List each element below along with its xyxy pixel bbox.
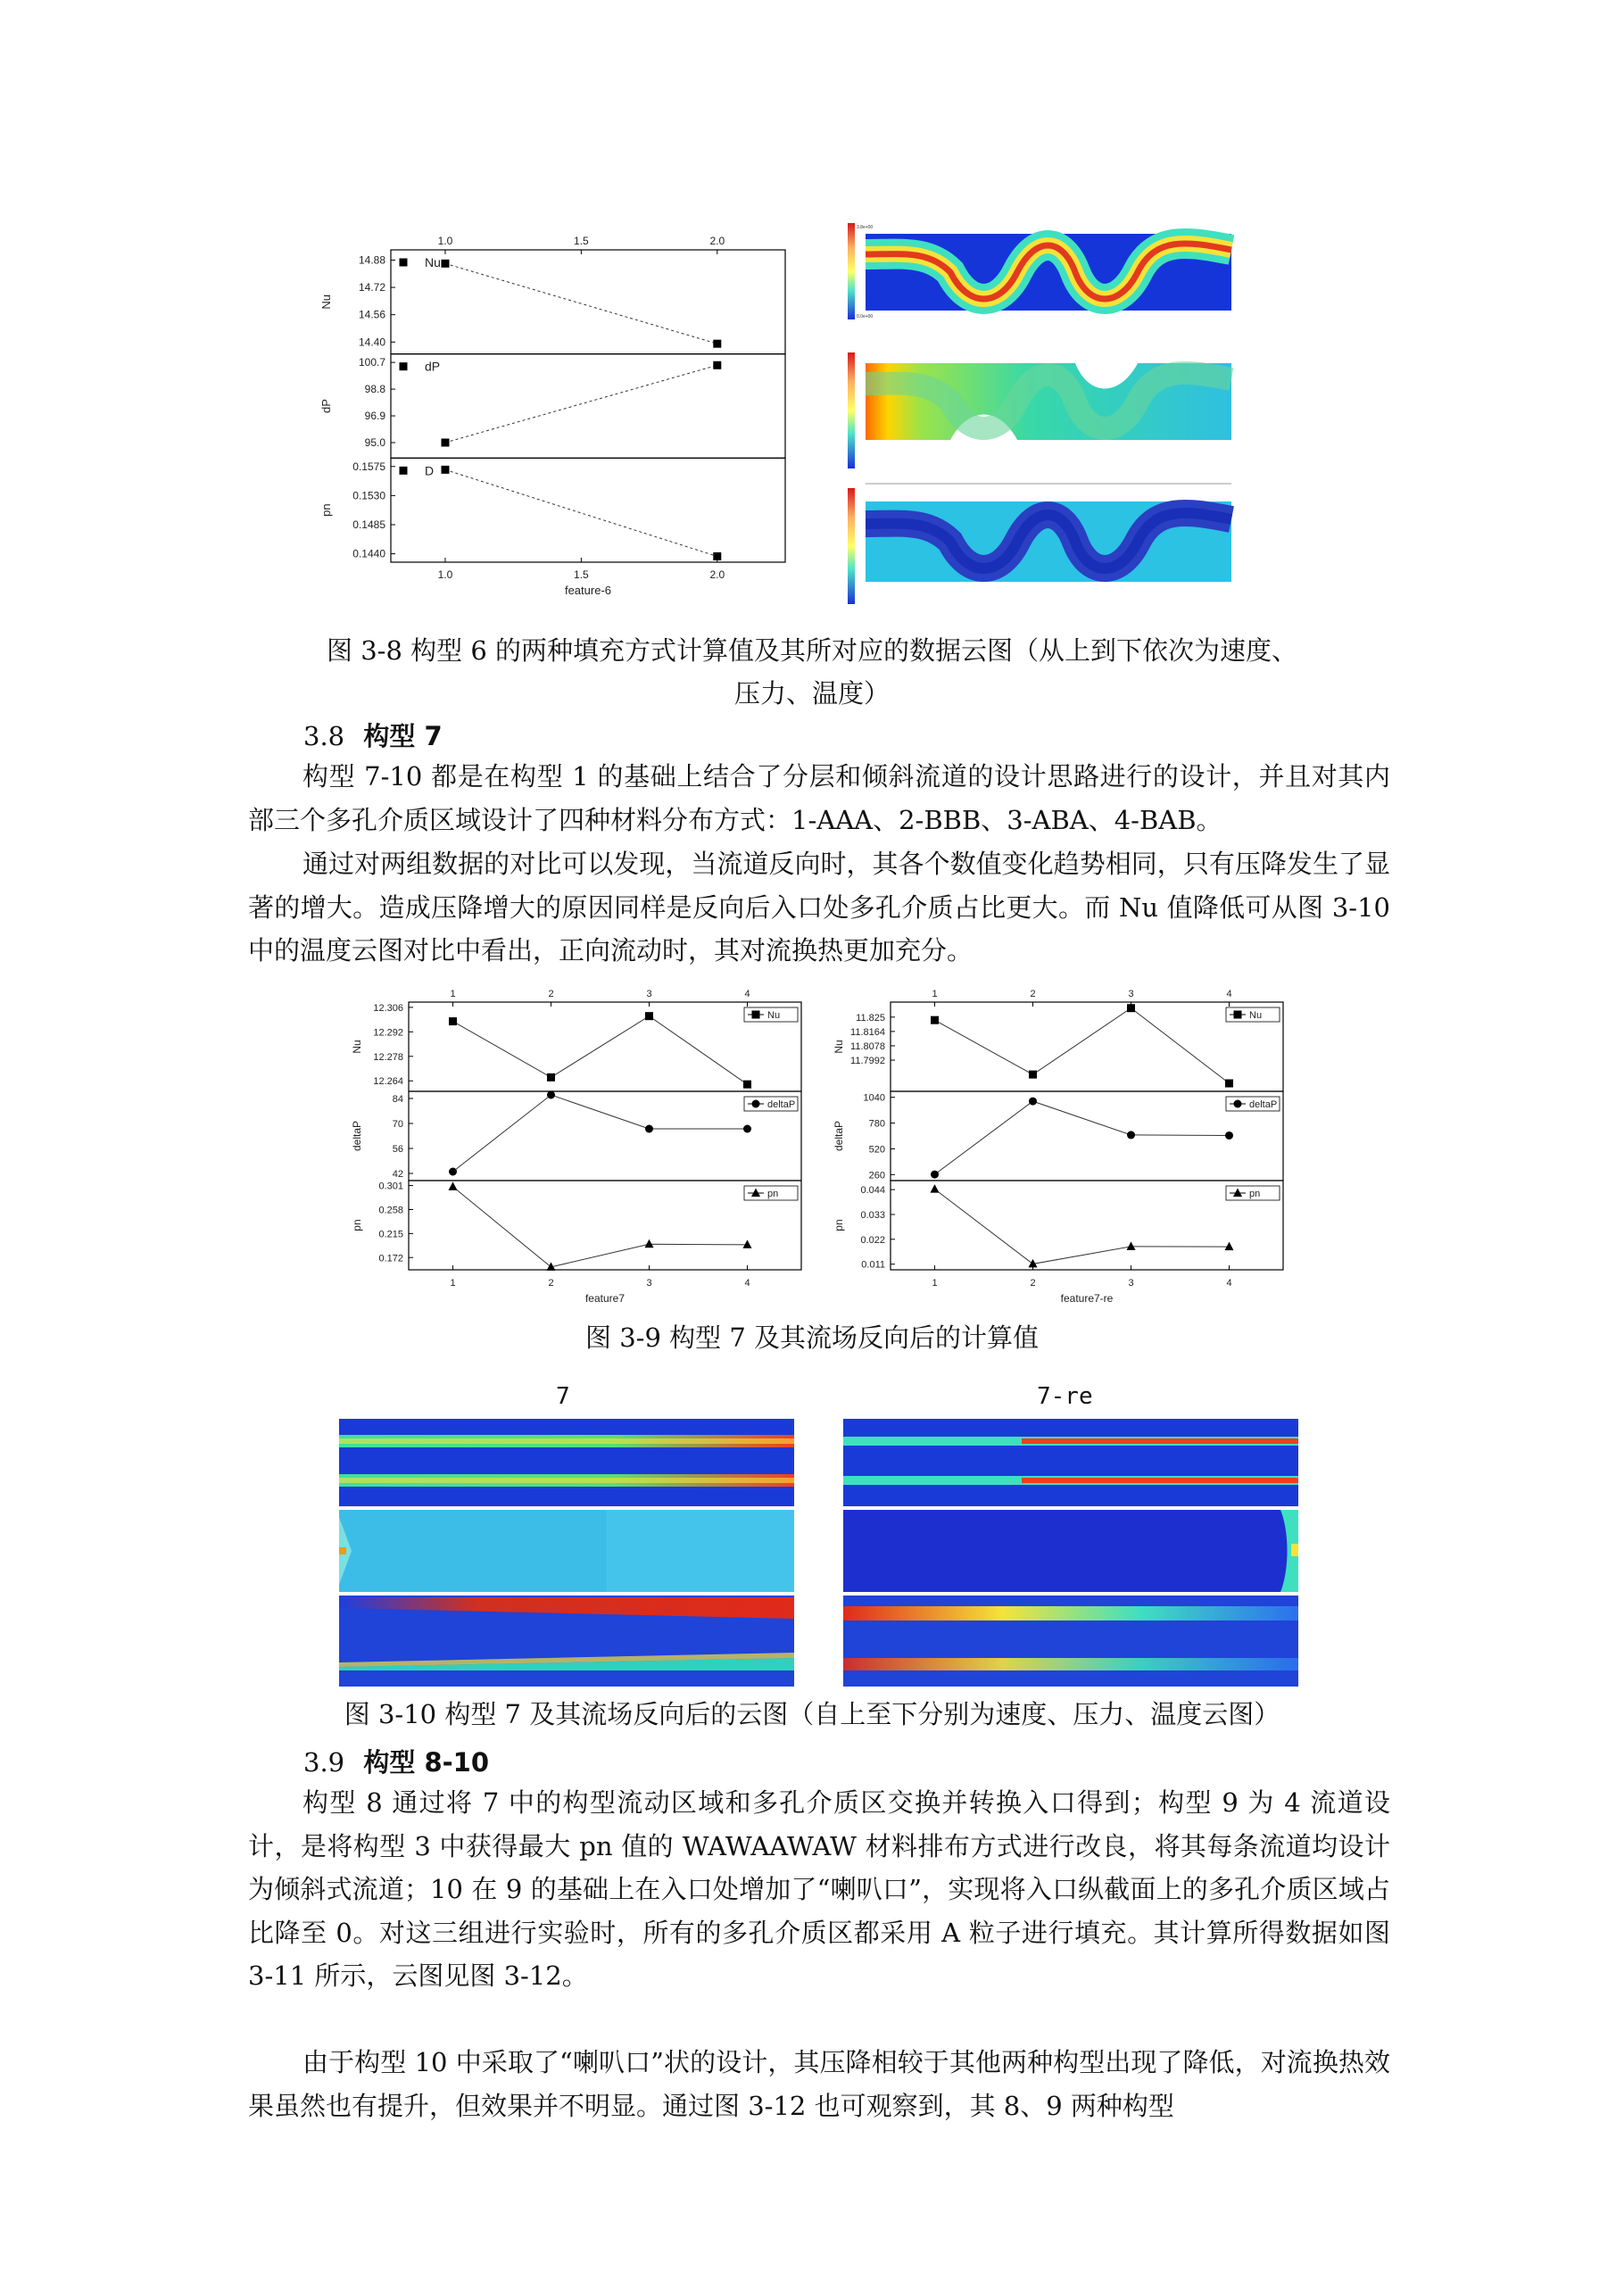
- y-tick-label: 0.172: [378, 1253, 403, 1264]
- y-tick-label: 14.56: [358, 308, 385, 321]
- chart-feature-6: [303, 223, 803, 616]
- section-3-9-paragraph-2: 由于构型 10 中采取了“喇叭口”状的设计，其压降相较于其他两种构型出现了降低，对流换热效果虽然也有提升，但效果并不明显。通过图 3-12 也可观察到，其 8、9 两种构型: [248, 2047, 1390, 2121]
- y-tick-label: 84: [392, 1094, 403, 1105]
- y-tick-label: 11.7992: [850, 1056, 885, 1067]
- series-line-D: [445, 469, 717, 556]
- x-axis-label: feature7: [584, 1292, 626, 1305]
- legend-pn: [744, 1186, 798, 1200]
- chart-feature7: [348, 984, 812, 1314]
- y-tick-label: 0.033: [860, 1209, 885, 1221]
- x-tick-label-top: 1: [932, 989, 938, 999]
- legend-label: deltaP: [767, 1099, 796, 1110]
- data-point: [1127, 1131, 1135, 1139]
- series-line-pn: [935, 1189, 1230, 1264]
- series-line-Nu: [453, 1016, 748, 1084]
- legend-marker: [400, 259, 408, 267]
- y-axis-label: deltaP: [351, 1120, 363, 1152]
- data-point: [743, 1125, 751, 1133]
- legend-pn: [1226, 1186, 1280, 1200]
- data-point: [931, 1016, 939, 1024]
- legend-marker: [400, 362, 408, 370]
- legend-Nu: [744, 1007, 798, 1022]
- y-axis-label: pn: [351, 1219, 363, 1231]
- legend-label: deltaP: [1249, 1099, 1278, 1110]
- y-tick-label: 56: [392, 1144, 403, 1155]
- data-point: [931, 1171, 939, 1179]
- velocity-contour: [848, 223, 1231, 319]
- y-tick-label: 780: [868, 1118, 885, 1130]
- x-tick-label: 1.5: [574, 568, 589, 581]
- y-axis-label: Nu: [319, 294, 333, 310]
- legend-marker: [400, 467, 408, 475]
- data-point: [1225, 1080, 1233, 1088]
- data-point: [1127, 1241, 1136, 1250]
- y-tick-label: 11.8078: [850, 1040, 885, 1052]
- panel-frame: [409, 1091, 801, 1181]
- y-tick-label: 11.8164: [850, 1026, 885, 1038]
- panel-frame: [409, 1002, 801, 1091]
- panel-frame: [409, 1181, 801, 1270]
- section-3-9-heading: [303, 1745, 489, 1780]
- panel-frame: [891, 1181, 1283, 1270]
- x-tick-label-top: 1.5: [574, 235, 589, 247]
- panel-dP: [319, 354, 785, 459]
- data-point: [743, 1081, 751, 1089]
- legend-label: Nu: [425, 255, 441, 269]
- x-tick-label: 3: [1128, 1278, 1134, 1289]
- panel-frame: [391, 458, 785, 562]
- x-tick-label-top: 1.0: [437, 235, 453, 247]
- panel-Nu: [319, 250, 785, 354]
- legend-dP: [400, 360, 441, 374]
- data-point: [931, 1184, 940, 1193]
- y-axis-label: dP: [319, 399, 333, 413]
- section-title: 构型 8-10: [363, 1747, 490, 1778]
- x-tick-label-top: 3: [1128, 989, 1134, 999]
- legend-marker: [1234, 1011, 1242, 1019]
- data-point: [645, 1012, 653, 1020]
- data-point: [547, 1091, 555, 1099]
- config7-re-velocity: [843, 1419, 1298, 1506]
- figure-3-10-label-right: 7-re: [1037, 1383, 1093, 1410]
- figure-3-9: [348, 984, 1294, 1314]
- y-tick-label: 12.292: [373, 1027, 403, 1039]
- legend-label: Nu: [1249, 1010, 1263, 1021]
- panel-frame: [891, 1002, 1283, 1091]
- y-axis-label: pn: [833, 1219, 845, 1231]
- y-tick-label: 0.1575: [352, 460, 385, 473]
- x-tick-label: 4: [1226, 1278, 1232, 1289]
- legend-label: Nu: [767, 1010, 781, 1021]
- x-tick-label: 4: [744, 1278, 750, 1289]
- x-tick-label-top: 2.0: [709, 235, 725, 247]
- x-tick-label: 1: [450, 1278, 456, 1289]
- y-tick-label: 0.011: [861, 1259, 885, 1271]
- panel-Nu: [833, 1002, 1283, 1091]
- y-tick-label: 520: [868, 1144, 885, 1156]
- chart-feature7-re: [830, 984, 1294, 1314]
- data-point: [645, 1239, 654, 1248]
- panel-deltaP: [351, 1091, 801, 1181]
- data-point: [1029, 1098, 1037, 1106]
- legend-Nu: [1226, 1007, 1280, 1022]
- figure-3-10-contours: [339, 1419, 1303, 1687]
- figure-3-8: [303, 223, 1267, 616]
- figure-3-9-caption: 图 3-9 构型 7 及其流场反向后的计算值: [584, 1322, 1040, 1353]
- series-line-deltaP: [935, 1101, 1230, 1174]
- config7-temperature: [339, 1596, 794, 1687]
- panel-frame: [391, 250, 785, 354]
- y-tick-label: 1040: [863, 1092, 885, 1104]
- data-point: [449, 1017, 457, 1025]
- legend-marker: [752, 1100, 760, 1108]
- y-tick-label: 14.88: [358, 253, 385, 267]
- x-tick-label-top: 3: [646, 989, 652, 999]
- section-3-9-paragraph-1: 构型 8 通过将 7 中的构型流动区域和多孔介质区交换并转换入口得到；构型 9 为 4 流道设计，是将构型 3 中获得最大 pn 值的 WAWAAWAW 材料排布方式进行改良，将其每条流道均设计为倾斜式流道；10 在 9 的基础上在入口处增加了“喇叭口”，实现将入口纵截面上的多孔介质区域占比降至 0。对这三组进行实验时，所有的多孔介质区都采用 A 粒子进行填充。其计算所得数据如图 3-11 所示，云图见图 3-12。: [248, 1787, 1390, 1992]
- y-tick-label: 14.40: [358, 336, 385, 349]
- y-axis-label: pn: [319, 503, 333, 517]
- data-point: [449, 1168, 457, 1176]
- series-line-dP: [445, 365, 717, 443]
- y-tick-label: 95.0: [364, 435, 385, 449]
- y-tick-label: 0.258: [378, 1205, 403, 1216]
- temperature-contour: [848, 484, 1231, 604]
- data-point: [713, 340, 721, 348]
- y-tick-label: 0.022: [860, 1234, 885, 1246]
- x-axis-label: feature7-re: [1060, 1292, 1114, 1305]
- y-tick-label: 70: [392, 1119, 403, 1130]
- data-point: [713, 552, 721, 560]
- data-point: [743, 1239, 752, 1248]
- data-point: [441, 466, 449, 474]
- y-tick-label: 0.1440: [352, 547, 385, 560]
- y-tick-label: 14.72: [358, 281, 385, 294]
- legend-deltaP: [744, 1097, 798, 1111]
- y-tick-label: 0.301: [378, 1181, 403, 1192]
- figure-3-10-caption: 图 3-10 构型 7 及其流场反向后的云图（自上至下分别为速度、压力、温度云图）: [344, 1699, 1280, 1729]
- data-point: [441, 438, 449, 446]
- x-tick-label: 2.0: [709, 568, 725, 581]
- legend-Nu: [400, 255, 441, 269]
- series-line-deltaP: [453, 1095, 748, 1172]
- y-tick-label: 98.8: [364, 383, 385, 396]
- svg-text:0.0e+00: 0.0e+00: [857, 314, 874, 319]
- x-tick-label: 2: [1030, 1278, 1036, 1289]
- legend-label: pn: [767, 1189, 779, 1199]
- contour-clouds-config6: [848, 223, 1267, 616]
- y-tick-label: 12.264: [373, 1076, 403, 1088]
- legend-label: dP: [425, 359, 441, 374]
- panel-pn: [351, 1181, 801, 1271]
- config7-re-temperature: [843, 1596, 1298, 1687]
- x-axis-label: feature-6: [564, 584, 612, 597]
- data-point: [1225, 1242, 1234, 1251]
- data-point: [645, 1125, 653, 1133]
- pressure-contour: [848, 352, 1231, 468]
- x-tick-label: 1.0: [437, 568, 453, 581]
- section-3-8-paragraph-1: 构型 7-10 都是在构型 1 的基础上结合了分层和倾斜流道的设计思路进行的设计，并且对其内部三个多孔介质区域设计了四种材料分布方式：1-AAA、2-BBB、3-ABA、4-BAB。: [248, 761, 1390, 835]
- config7-pressure: [339, 1510, 794, 1592]
- panel-deltaP: [833, 1091, 1283, 1181]
- x-tick-label: 1: [932, 1278, 938, 1289]
- config7-re-pressure: [843, 1510, 1298, 1592]
- data-point: [441, 260, 449, 268]
- y-tick-label: 0.215: [378, 1229, 403, 1240]
- y-tick-label: 12.306: [373, 1002, 403, 1014]
- panel-pn: [833, 1181, 1283, 1271]
- data-point: [547, 1073, 555, 1082]
- y-axis-label: Nu: [833, 1040, 845, 1054]
- x-tick-label-top: 2: [548, 989, 554, 999]
- data-point: [1225, 1131, 1233, 1140]
- config7-velocity: [339, 1419, 794, 1506]
- panel-Nu: [351, 1002, 801, 1091]
- legend-deltaP: [1226, 1097, 1280, 1111]
- y-tick-label: 11.825: [856, 1012, 885, 1024]
- x-tick-label: 2: [548, 1278, 554, 1289]
- data-point: [449, 1181, 458, 1190]
- y-tick-label: 260: [868, 1170, 885, 1181]
- section-3-8-paragraph-2: 通过对两组数据的对比可以发现，当流道反向时，其各个数值变化趋势相同，只有压降发生了显著的增大。造成压降增大的原因同样是反向后入口处多孔介质占比更大。而 Nu 值降低可从图 3-10 中的温度云图对比中看出，正向流动时，其对流换热更加充分。: [248, 849, 1390, 966]
- x-tick-label-top: 4: [744, 989, 750, 999]
- figure-3-10-label-left: 7: [556, 1383, 570, 1410]
- x-tick-label-top: 4: [1226, 989, 1232, 999]
- svg-text:3.8e+00: 3.8e+00: [857, 225, 874, 230]
- y-tick-label: 42: [392, 1169, 403, 1180]
- section-title: 构型 7: [363, 721, 443, 751]
- y-axis-label: Nu: [351, 1040, 363, 1054]
- series-line-pn: [453, 1187, 748, 1267]
- y-tick-label: 0.044: [860, 1185, 885, 1197]
- data-point: [713, 361, 721, 369]
- data-point: [1029, 1071, 1037, 1079]
- y-tick-label: 96.9: [364, 410, 385, 423]
- legend-marker: [1234, 1100, 1242, 1108]
- legend-label: pn: [1249, 1189, 1261, 1199]
- panel-D: [319, 458, 785, 562]
- series-line-Nu: [445, 263, 717, 344]
- legend-marker: [752, 1011, 760, 1019]
- series-line-Nu: [935, 1008, 1230, 1083]
- legend-label: D: [425, 463, 435, 478]
- y-tick-label: 0.1485: [352, 518, 385, 531]
- y-tick-label: 100.7: [358, 356, 385, 369]
- y-tick-label: 0.1530: [352, 489, 385, 502]
- section-number: 3.8: [303, 721, 345, 751]
- figure-3-8-caption-line1: 图 3-8 构型 6 的两种填充方式计算值及其所对应的数据云图（从上到下依次为速度、: [326, 635, 1298, 666]
- panel-frame: [391, 354, 785, 459]
- data-point: [1127, 1004, 1135, 1012]
- x-tick-label-top: 1: [450, 989, 456, 999]
- y-axis-label: deltaP: [833, 1120, 845, 1152]
- legend-D: [400, 463, 435, 477]
- figure-3-8-caption-line2: 压力、温度）: [733, 678, 890, 709]
- panel-frame: [891, 1091, 1283, 1181]
- x-tick-label-top: 2: [1030, 989, 1036, 999]
- section-3-8-heading: [303, 718, 443, 754]
- x-tick-label: 3: [646, 1278, 652, 1289]
- y-tick-label: 12.278: [373, 1051, 403, 1063]
- section-number: 3.9: [303, 1747, 345, 1778]
